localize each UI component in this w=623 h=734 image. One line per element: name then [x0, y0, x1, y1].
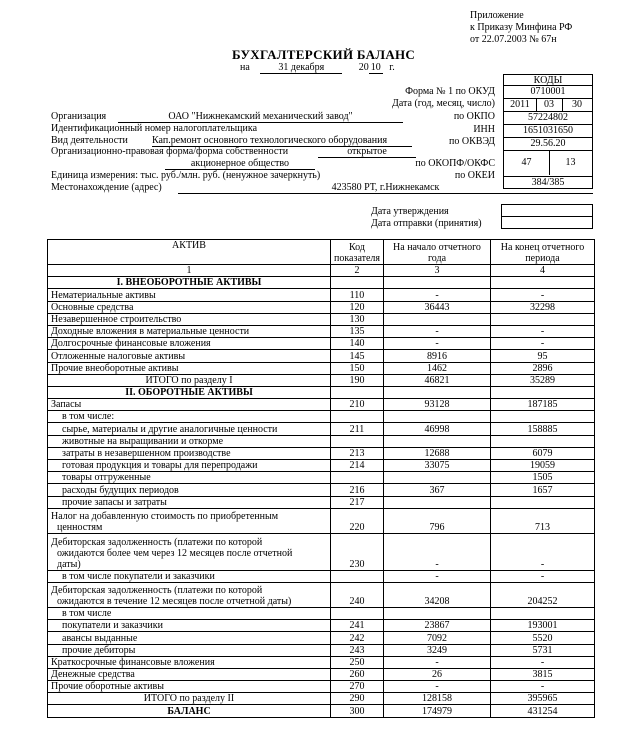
row-code [331, 607, 384, 619]
row-label-line: Нематериальные активы [51, 289, 156, 301]
row-label-line: прочие запасы и затраты [62, 496, 167, 508]
table-row [48, 447, 595, 459]
row-end-value [491, 386, 595, 398]
column-number-row [48, 265, 595, 277]
row-end-value: 204252 [491, 582, 595, 607]
row-code: 242 [331, 632, 384, 644]
row-label-line: Прочие внеоборотные активы [51, 362, 179, 374]
table-row [48, 496, 595, 508]
row-code: 260 [331, 668, 384, 680]
header-asset: АКТИВ [48, 240, 331, 265]
row-label [48, 374, 331, 386]
form-value-2: акционерное общество [165, 158, 315, 170]
table-row [48, 705, 595, 717]
row-label [48, 301, 331, 313]
okei-code: 384/385 [503, 177, 593, 189]
row-end-value: 95 [491, 350, 595, 362]
colnum-4: 4 [491, 265, 595, 277]
address-label: Местонахождение (адрес) [51, 182, 162, 193]
balance-date [240, 62, 395, 74]
table-row [48, 313, 595, 325]
okved-label: по ОКВЭД [449, 136, 495, 147]
table-row [48, 508, 595, 533]
row-start-value: 23867 [384, 620, 491, 632]
row-label [48, 620, 331, 632]
row-start-value: - [384, 289, 491, 301]
table-header-row [48, 240, 595, 265]
row-label [48, 496, 331, 508]
row-end-value: 1505 [491, 472, 595, 484]
row-label [48, 533, 331, 570]
appendix-note [470, 10, 572, 46]
row-code: 130 [331, 313, 384, 325]
approve-label: Дата утверждения [371, 206, 449, 217]
row-label-line: авансы выданные [62, 632, 138, 644]
appendix-line-1: Приложение [470, 10, 524, 21]
row-start-value: 36443 [384, 301, 491, 313]
row-code: 210 [331, 399, 384, 411]
unit-label: Единица измерения: тыс. руб./млн. руб. (ненужное зачеркнуть) [51, 170, 321, 181]
row-code: 300 [331, 705, 384, 717]
row-label-line: даты) [57, 558, 81, 570]
row-code [331, 570, 384, 582]
colnum-3: 3 [384, 265, 491, 277]
table-row [48, 656, 595, 668]
row-end-value: 2896 [491, 362, 595, 374]
date-code-day: 30 [572, 99, 582, 110]
row-label-line: Отложенные налоговые активы [51, 350, 186, 362]
okud-code: 0710001 [503, 86, 593, 99]
row-label [48, 350, 331, 362]
row-label [48, 681, 331, 693]
row-end-value [491, 435, 595, 447]
header-code: Код показателя [331, 240, 384, 265]
appendix-line-2: к Приказу Минфина РФ [470, 22, 573, 33]
row-start-value: - [384, 656, 491, 668]
row-code: 110 [331, 289, 384, 301]
row-label-line: ИТОГО по разделу I [145, 374, 233, 386]
row-label [48, 386, 331, 398]
address-value: 423580 РТ, г.Нижнекамск [178, 182, 593, 194]
table-row [48, 277, 595, 289]
table-row [48, 325, 595, 337]
row-start-value: 1462 [384, 362, 491, 374]
okopf-codes [503, 151, 593, 177]
row-start-value: 34208 [384, 582, 491, 607]
send-label: Дата отправки (принятия) [371, 218, 482, 229]
row-start-value [384, 277, 491, 289]
row-label-line: ожидаются в течение 12 месяцев после отчетной даты) [57, 595, 292, 607]
row-end-value: 187185 [491, 399, 595, 411]
table-row [48, 644, 595, 656]
date-code-label: Дата (год, месяц, число) [392, 98, 495, 109]
row-code: 145 [331, 350, 384, 362]
row-label [48, 484, 331, 496]
date-year-suffix: 10 [370, 62, 381, 73]
row-end-value [491, 277, 595, 289]
balance-table [47, 239, 595, 718]
inn-code: 1651031650 [503, 125, 593, 138]
row-code: 190 [331, 374, 384, 386]
row-label-line: расходы будущих периодов [62, 484, 179, 496]
row-code: 135 [331, 325, 384, 337]
row-start-value [384, 435, 491, 447]
table-row [48, 533, 595, 570]
row-label [48, 460, 331, 472]
row-label [48, 693, 331, 705]
activity-value: Кап.ремонт основного технологического оборудования [152, 135, 412, 147]
table-row [48, 607, 595, 619]
row-label [48, 399, 331, 411]
row-start-value: 7092 [384, 632, 491, 644]
activity-label: Вид деятельности [51, 135, 128, 146]
table-row [48, 484, 595, 496]
row-label-line: II. ОБОРОТНЫЕ АКТИВЫ [125, 387, 253, 399]
table-row [48, 374, 595, 386]
okpo-label: по ОКПО [453, 111, 495, 122]
row-start-value: 796 [384, 508, 491, 533]
okei-label: по ОКЕИ [454, 170, 495, 181]
row-start-value: - [384, 681, 491, 693]
row-label-line: Доходные вложения в материальные ценности [51, 326, 250, 338]
row-start-value: 33075 [384, 460, 491, 472]
table-row [48, 472, 595, 484]
row-code: 214 [331, 460, 384, 472]
row-end-value: 19059 [491, 460, 595, 472]
colnum-1: 1 [48, 265, 331, 277]
date-code-month: 03 [536, 99, 563, 111]
row-end-value: 158885 [491, 423, 595, 435]
inn-full-label: Идентификационный номер налогоплательщика [51, 123, 258, 134]
row-code: 217 [331, 496, 384, 508]
table-row [48, 350, 595, 362]
date-code-year: 2011 [504, 99, 537, 111]
row-label-line: животные на выращивании и откорме [62, 435, 224, 447]
row-label-line: Основные средства [51, 301, 134, 313]
row-end-value: 6079 [491, 447, 595, 459]
row-label-line: Запасы [51, 399, 82, 411]
row-label-line: Денежные средства [51, 669, 135, 681]
row-label-line: Дебиторская задолженность (платежи по которой [51, 584, 263, 596]
table-row [48, 289, 595, 301]
row-code: 211 [331, 423, 384, 435]
row-label-line: покупатели и заказчики [62, 620, 163, 632]
colnum-2: 2 [331, 265, 384, 277]
row-label-line: в том числе [62, 608, 112, 620]
row-label-line: в том числе покупатели и заказчики [62, 570, 215, 582]
row-start-value: 26 [384, 668, 491, 680]
row-end-value: 713 [491, 508, 595, 533]
row-code: 150 [331, 362, 384, 374]
okfs-code: 13 [565, 157, 576, 168]
row-label-line: затраты в незавершенном производстве [62, 448, 231, 459]
row-start-value: - [384, 570, 491, 582]
row-start-value [384, 607, 491, 619]
row-start-value: 8916 [384, 350, 491, 362]
row-label [48, 668, 331, 680]
row-code: 216 [331, 484, 384, 496]
row-label-line: Прочие оборотные активы [51, 681, 164, 693]
row-label [48, 632, 331, 644]
row-label [48, 338, 331, 350]
table-row [48, 301, 595, 313]
okud-label: Форма № 1 по ОКУД [405, 86, 495, 97]
row-start-value [384, 313, 491, 325]
table-row [48, 386, 595, 398]
row-code: 243 [331, 644, 384, 656]
row-code: 213 [331, 447, 384, 459]
row-end-value: 3815 [491, 668, 595, 680]
row-start-value [384, 386, 491, 398]
row-label [48, 362, 331, 374]
table-row [48, 582, 595, 607]
table-row [48, 570, 595, 582]
date-suffix: г. [389, 62, 395, 73]
row-end-value: 5731 [491, 644, 595, 656]
table-row [48, 668, 595, 680]
row-start-value: 46998 [384, 423, 491, 435]
row-label-line: ожидаются более чем через 12 месяцев после отчетной [57, 547, 293, 559]
row-end-value: - [491, 325, 595, 337]
row-label-line: в том числе: [62, 411, 115, 423]
row-label-line: Краткосрочные финансовые вложения [51, 656, 215, 668]
row-code [331, 386, 384, 398]
date-year-prefix: 20 [358, 62, 369, 73]
row-label [48, 472, 331, 484]
row-label [48, 705, 331, 717]
date-prefix: на [240, 62, 250, 73]
row-start-value: 93128 [384, 399, 491, 411]
row-code [331, 435, 384, 447]
row-start-value [384, 472, 491, 484]
row-end-value: - [491, 289, 595, 301]
row-end-value [491, 607, 595, 619]
row-end-value: 5520 [491, 632, 595, 644]
table-row [48, 435, 595, 447]
row-start-value: 12688 [384, 447, 491, 459]
row-start-value: 3249 [384, 644, 491, 656]
row-end-value: - [491, 656, 595, 668]
row-code [331, 411, 384, 423]
row-end-value: 395965 [491, 693, 595, 705]
table-row [48, 338, 595, 350]
row-end-value [491, 411, 595, 423]
row-start-value [384, 496, 491, 508]
row-label-line: БАЛАНС [167, 705, 211, 717]
row-end-value [491, 496, 595, 508]
row-start-value: - [384, 533, 491, 570]
row-start-value: - [384, 325, 491, 337]
row-end-value: 431254 [491, 705, 595, 717]
row-label [48, 313, 331, 325]
table-row [48, 411, 595, 423]
row-label [48, 570, 331, 582]
row-end-value [491, 313, 595, 325]
row-label [48, 644, 331, 656]
send-date-box [501, 216, 593, 229]
row-label [48, 277, 331, 289]
row-end-value: - [491, 570, 595, 582]
row-label-line: I. ВНЕОБОРОТНЫЕ АКТИВЫ [116, 277, 262, 289]
header-end: На конец отчетного периода [491, 240, 595, 265]
row-start-value: 367 [384, 484, 491, 496]
row-start-value: 128158 [384, 693, 491, 705]
row-end-value: 1657 [491, 484, 595, 496]
appendix-line-3: от 22.07.2003 № 67н [470, 34, 557, 45]
okopf-label: по ОКОПФ/ОКФС [415, 158, 495, 169]
table-row [48, 632, 595, 644]
table-row [48, 620, 595, 632]
row-start-value: 174979 [384, 705, 491, 717]
row-label-line: ИТОГО по разделу II [143, 693, 235, 705]
table-row [48, 423, 595, 435]
row-code [331, 277, 384, 289]
row-label [48, 423, 331, 435]
row-end-value: - [491, 681, 595, 693]
org-value: ОАО "Нижнекамский механический завод" [118, 111, 403, 123]
row-label [48, 582, 331, 607]
row-label-line: прочие дебиторы [62, 644, 136, 656]
org-label: Организация [51, 111, 107, 122]
header-start: На начало отчетного года [384, 240, 491, 265]
form-value: открытое [318, 146, 416, 158]
row-label-line: Долгосрочные финансовые вложения [51, 338, 211, 350]
row-label [48, 508, 331, 533]
table-row [48, 681, 595, 693]
row-code: 140 [331, 338, 384, 350]
row-label [48, 435, 331, 447]
table-row [48, 399, 595, 411]
row-code: 120 [331, 301, 384, 313]
inn-label: ИНН [473, 124, 495, 135]
row-label-line: Дебиторская задолженность (платежи по которой [51, 536, 263, 548]
row-code: 250 [331, 656, 384, 668]
table-row [48, 460, 595, 472]
row-label [48, 325, 331, 337]
row-label-line: сырье, материалы и другие аналогичные ценности [62, 423, 278, 435]
okved-code: 29.56.20 [503, 138, 593, 151]
row-code: 230 [331, 533, 384, 570]
page-title: БУХГАЛТЕРСКИЙ БАЛАНС [232, 47, 416, 62]
row-label [48, 411, 331, 423]
table-row [48, 693, 595, 705]
okpo-code: 57224802 [503, 112, 593, 125]
row-code: 290 [331, 693, 384, 705]
row-end-value: 35289 [491, 374, 595, 386]
row-start-value: - [384, 338, 491, 350]
row-label-line: Незавершенное строительство [51, 313, 182, 325]
row-label [48, 289, 331, 301]
codes-header: КОДЫ [503, 74, 593, 86]
row-label [48, 656, 331, 668]
form-label: Организационно-правовая форма/форма собственности [51, 146, 289, 157]
row-end-value: - [491, 338, 595, 350]
row-code: 270 [331, 681, 384, 693]
row-code: 220 [331, 508, 384, 533]
table-row [48, 362, 595, 374]
date-day-month: 31 декабря [260, 62, 342, 74]
row-label [48, 607, 331, 619]
okopf-code: 47 [504, 151, 550, 175]
row-label-line: товары отгруженные [62, 472, 151, 484]
row-label-line: ценностям [57, 521, 103, 533]
row-code: 241 [331, 620, 384, 632]
row-end-value: 32298 [491, 301, 595, 313]
row-start-value [384, 411, 491, 423]
row-label [48, 447, 331, 459]
date-codes [503, 99, 593, 112]
row-code [331, 472, 384, 484]
row-label-line: готовая продукция и товары для перепродажи [62, 460, 258, 472]
row-end-value: - [491, 533, 595, 570]
row-label-line: Налог на добавленную стоимость по приобретенным [51, 510, 279, 522]
row-end-value: 193001 [491, 620, 595, 632]
row-start-value: 46821 [384, 374, 491, 386]
row-code: 240 [331, 582, 384, 607]
